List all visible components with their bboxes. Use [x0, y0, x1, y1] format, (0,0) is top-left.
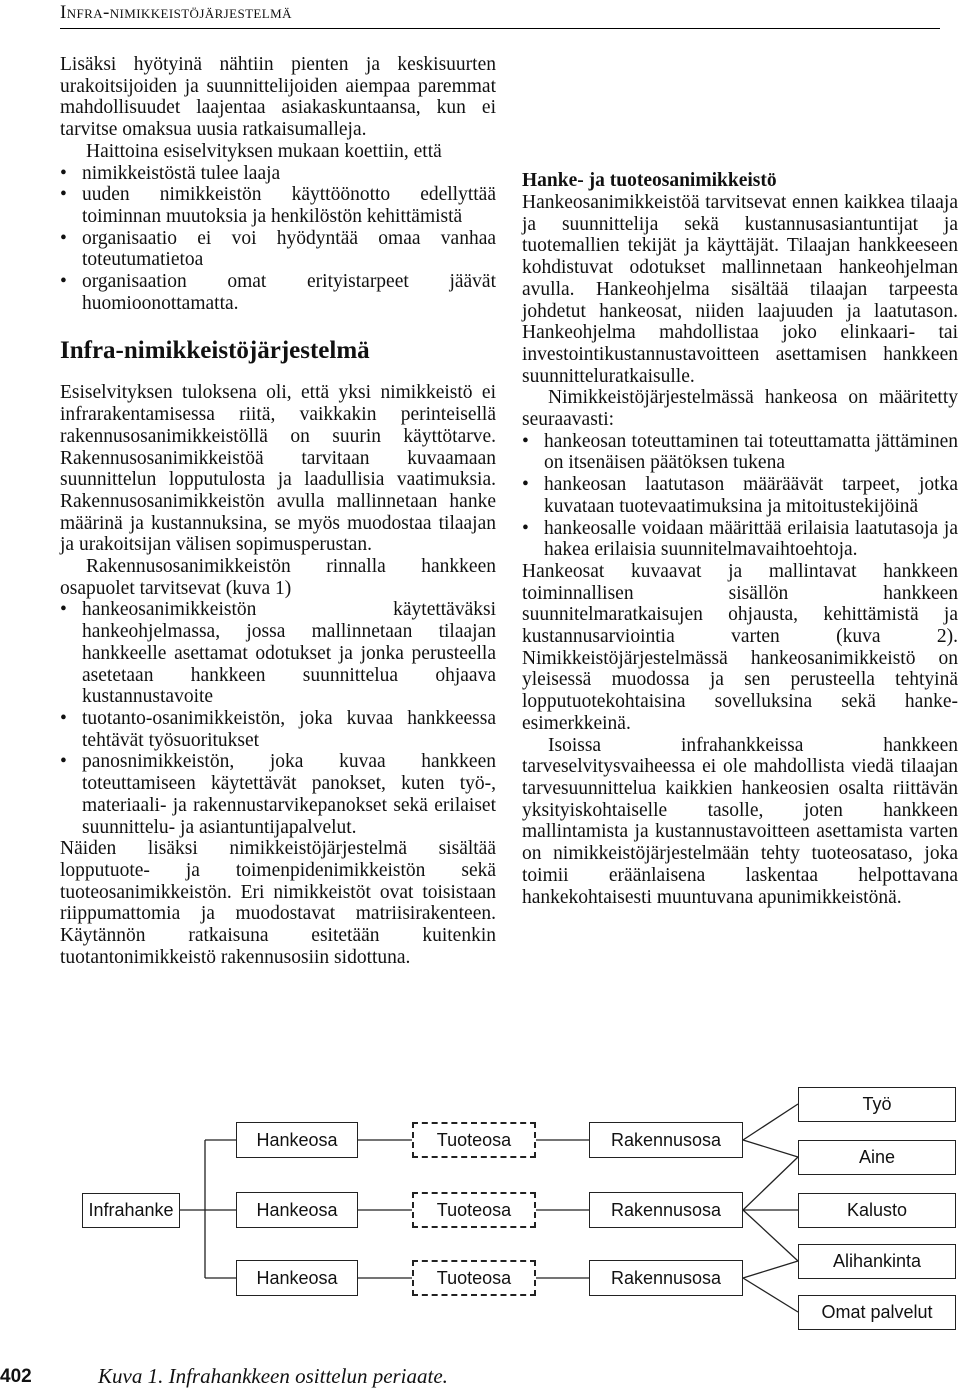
haittoina-list [60, 163, 496, 315]
intro-paragraph: Lisäksi hyötyinä nähtiin pienten ja keskisuurten urakoitsijoiden ja suunnittelijoiden aiempaa paremmat mahdollisuudet laajentaa asiakaskuntaansa, kun ei tarvitse omaksua uusia ratkaisumalleja. [60, 54, 496, 141]
connector-line [743, 1261, 798, 1278]
node-rakennusosa: Rakennusosa [589, 1122, 743, 1158]
node-aine: Aine [798, 1140, 956, 1175]
node-omat-palvelut: Omat palvelut [798, 1295, 956, 1330]
connector-line [743, 1210, 798, 1261]
hankeosa-paragraph: Hankeosanimikkeistöä tarvitsevat ennen kaikkea tilaaja ja suunnittelija sekä kustannusasiantuntijat ja tuotemallien tekijät ja käyttäjät. Tilaajan hankkeeseen kohdistuvat odotukset mallinnetaan hankeohjelman avulla. Hankeohjelma sisältää tilaajan tarpeesta johdetut hankeosat, niiden laajuuden ja laatutason. Hankeohjelma mahdollistaa joko elinkaari- tai investointikustannustavoitteen asettamisen hankkeen suunnitteluratkaisulle. [522, 192, 958, 387]
connector-line [743, 1104, 798, 1140]
list-item: • hankeosalle voidaan määrittää erilaisia laatutasoja ja hakea erilaisia suunnitelmavaihtoehtoja. [522, 518, 958, 561]
list-item: • tuotanto-osanimikkeistön, joka kuvaa hankkeessa tehtävät työsuoritukset [60, 708, 496, 751]
maaritetty-paragraph: Nimikkeistöjärjestelmässä hankeosa on määritetty seuraavasti: [522, 387, 958, 431]
node-infrahanke: Infrahanke [82, 1193, 180, 1228]
node-rakennusosa: Rakennusosa [589, 1260, 743, 1296]
node-rakennusosa: Rakennusosa [589, 1192, 743, 1228]
haittoina-paragraph: Haittoina esiselvityksen mukaan koettiin, että [86, 140, 442, 162]
connector-line [743, 1140, 798, 1157]
list-item: • hankeosan laatutason määräävät tarpeet, jotka kuvataan tuotevaatimuksina ja mitoitustekijöinä [522, 474, 958, 517]
node-hankeosa: Hankeosa [236, 1122, 358, 1158]
list-item: • uuden nimikkeistön käyttöönotto edellyttää toiminnan muutoksia ja henkilöstön kehittämistä [60, 184, 496, 227]
right-column [522, 100, 958, 908]
running-title: Infra-nimikkeistöjärjestelmä [60, 2, 292, 23]
isoissa-paragraph: Isoissa infrahankkeissa hankkeen tarveselvitysvaiheessa ei ole mahdollista viedä tilaajan tarvesuunnittelua kaikkien hankeosien osalta riittävän yksityiskohtaiselle tasolle, joten hankkeen mallintamista ja kustannustavoitteen asettamista varten on nimikkeistöjärjestelmään tehty tuoteosataso, joka toimii eräänlaisena laskentaa helpottavana hankekohtaisesti muuntuvana apunimikkeistönä. [522, 734, 958, 908]
node-tuoteosa: Tuoteosa [412, 1122, 536, 1158]
list-item: • panosnimikkeistön, joka kuvaa hankkeen toteuttamiseen käytettävät panokset, kuten työ-, materiaali- ja rakennustarvikepanokset sekä erilaiset suunnittelu- ja asiantuntijapalvelut. [60, 751, 496, 838]
left-column [60, 54, 496, 968]
list-item: • organisaatio ei voi hyödyntää omaa vanhaa toteutumatietoa [60, 228, 496, 271]
node-hankeosa: Hankeosa [236, 1192, 358, 1228]
list-item: • hankeosan toteuttaminen tai toteuttamatta jättäminen on itsenäisen päätöksen tukena [522, 431, 958, 474]
node-kalusto: Kalusto [798, 1193, 956, 1228]
tarvitsevat-list [60, 599, 496, 838]
page-number: 402 [0, 1366, 32, 1387]
kuvaavat-paragraph: Hankeosat kuvaavat ja mallintavat hankkeen toiminnallisen sisällön hankkeen suunnitelmaratkaisujen ohjausta, kehittämistä ja kustannusarviointia varten (kuva 2). Nimikkeistöjärjestelmässä hankeosanimikkeistö on yleisessä muodossa ja sen perusteella tehtyinä lopputuotekohtaisina sovelluksina sekä hanke-esimerkkeinä. [522, 560, 958, 734]
section-heading: Infra-nimikkeistöjärjestelmä [60, 337, 370, 365]
figure-caption: Kuva 1. Infrahankkeen osittelun periaate. [98, 1364, 448, 1388]
list-item: • nimikkeistöstä tulee laaja [60, 163, 496, 185]
running-header [60, 2, 940, 29]
esiselvitys-paragraph: Esiselvityksen tuloksena oli, että yksi nimikkeistö ei infrarakentamisessa riitä, vaikkakin perinteisellä rakennusosanimikkeistöllä on suurin käyttötarve. Rakennusosanimikkeistöä tarvitaan kuvaamaan suunnittelun lopputulosta ja laadullisia vaatimuksia. Rakennusosanimikkeistön avulla mallinnetaan hanke määrinä ja kustannuksina, se myös muodostaa tilaajan ja urakoitsijan välisen sopimusperustan. [60, 382, 496, 556]
connector-line [743, 1278, 798, 1312]
node-hankeosa: Hankeosa [236, 1260, 358, 1296]
list-item: • organisaation omat erityistarpeet jäävät huomioonottamatta. [60, 271, 496, 314]
subheading: Hanke- ja tuoteosanimikkeistö [522, 170, 777, 191]
rinnalla-paragraph: Rakennusosanimikkeistön rinnalla hankkeen osapuolet tarvitsevat (kuva 1) [60, 556, 496, 599]
connector-line [743, 1157, 798, 1210]
list-item: • hankeosanimikkeistön käytettäväksi hankeohjelmassa, jossa mallinnetaan tilaajan hankkeelle asettamat odotukset ja jonka perusteella asetetaan hankkeen suunnittelua ohjaava kustannustavoite [60, 599, 496, 708]
lisaksi-paragraph: Näiden lisäksi nimikkeistöjärjestelmä sisältää lopputuote- ja toimenpidenimikkeistön sekä tuoteosanimikkeistön. Eri nimikkeistöt ovat toisistaan riippumattomia ja muodostavat matriisirakenteen. Käytännön ratkaisuna esitetään kuitenkin tuotantonimikkeistö rakennusosiin sidottuna. [60, 838, 496, 968]
node-tuoteosa: Tuoteosa [412, 1192, 536, 1228]
node-tuoteosa: Tuoteosa [412, 1260, 536, 1296]
hankeosa-list [522, 431, 958, 561]
node-tyo: Työ [798, 1087, 956, 1122]
node-alihankinta: Alihankinta [798, 1244, 956, 1279]
